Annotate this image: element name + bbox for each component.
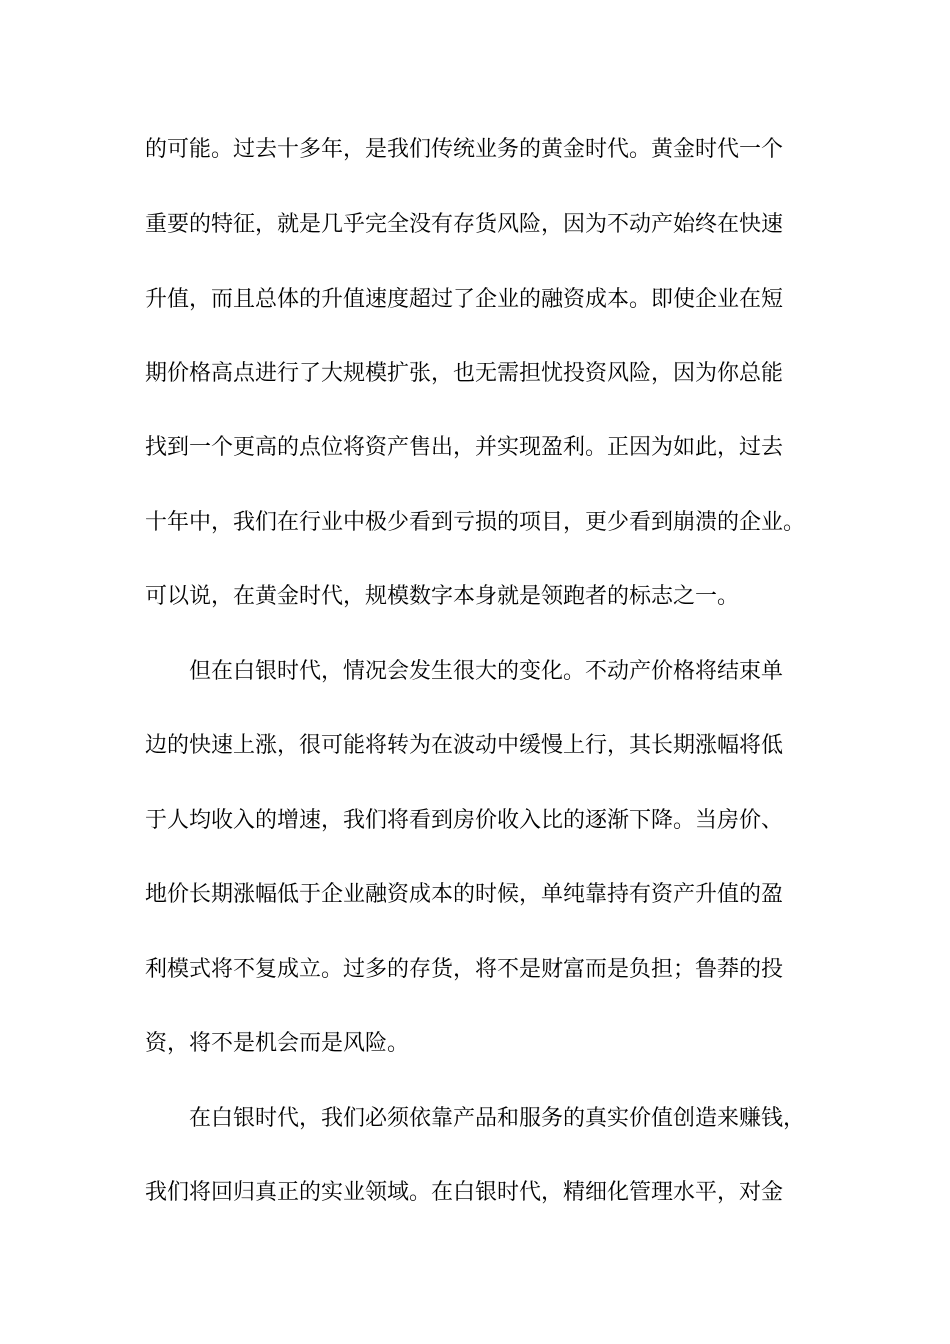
text-line: 我们将回归真正的实业领域。在白银时代，精细化管理水平，对金 xyxy=(145,1180,784,1205)
text-line: 升值，而且总体的升值速度超过了企业的融资成本。即使企业在短 xyxy=(145,287,784,312)
text-line: 找到一个更高的点位将资产售出，并实现盈利。正因为如此，过去 xyxy=(145,435,784,460)
text-line: 十年中，我们在行业中极少看到亏损的项目，更少看到崩溃的企业。 xyxy=(145,510,806,535)
text-line: 资，将不是机会而是风险。 xyxy=(145,1031,410,1056)
text-line: 期价格高点进行了大规模扩张，也无需担忧投资风险，因为你总能 xyxy=(145,361,784,386)
text-line: 边的快速上涨，很可能将转为在波动中缓慢上行，其长期涨幅将低 xyxy=(145,733,784,758)
text-line: 利模式将不复成立。过多的存货，将不是财富而是负担；鲁莽的投 xyxy=(145,957,784,982)
text-line: 重要的特征，就是几乎完全没有存货风险，因为不动产始终在快速 xyxy=(145,212,784,237)
text-line: 地价长期涨幅低于企业融资成本的时候，单纯靠持有资产升值的盈 xyxy=(145,882,784,907)
text-line: 可以说，在黄金时代，规模数字本身就是领跑者的标志之一。 xyxy=(145,584,740,609)
paragraph-first-line: 在白银时代，我们必须依靠产品和服务的真实价值创造来赚钱， xyxy=(189,1106,806,1131)
text-line: 于人均收入的增速，我们将看到房价收入比的逐渐下降。当房价、 xyxy=(145,808,784,833)
paragraph-first-line: 但在白银时代，情况会发生很大的变化。不动产价格将结束单 xyxy=(189,659,784,684)
text-line: 的可能。过去十多年，是我们传统业务的黄金时代。黄金时代一个 xyxy=(145,137,784,162)
